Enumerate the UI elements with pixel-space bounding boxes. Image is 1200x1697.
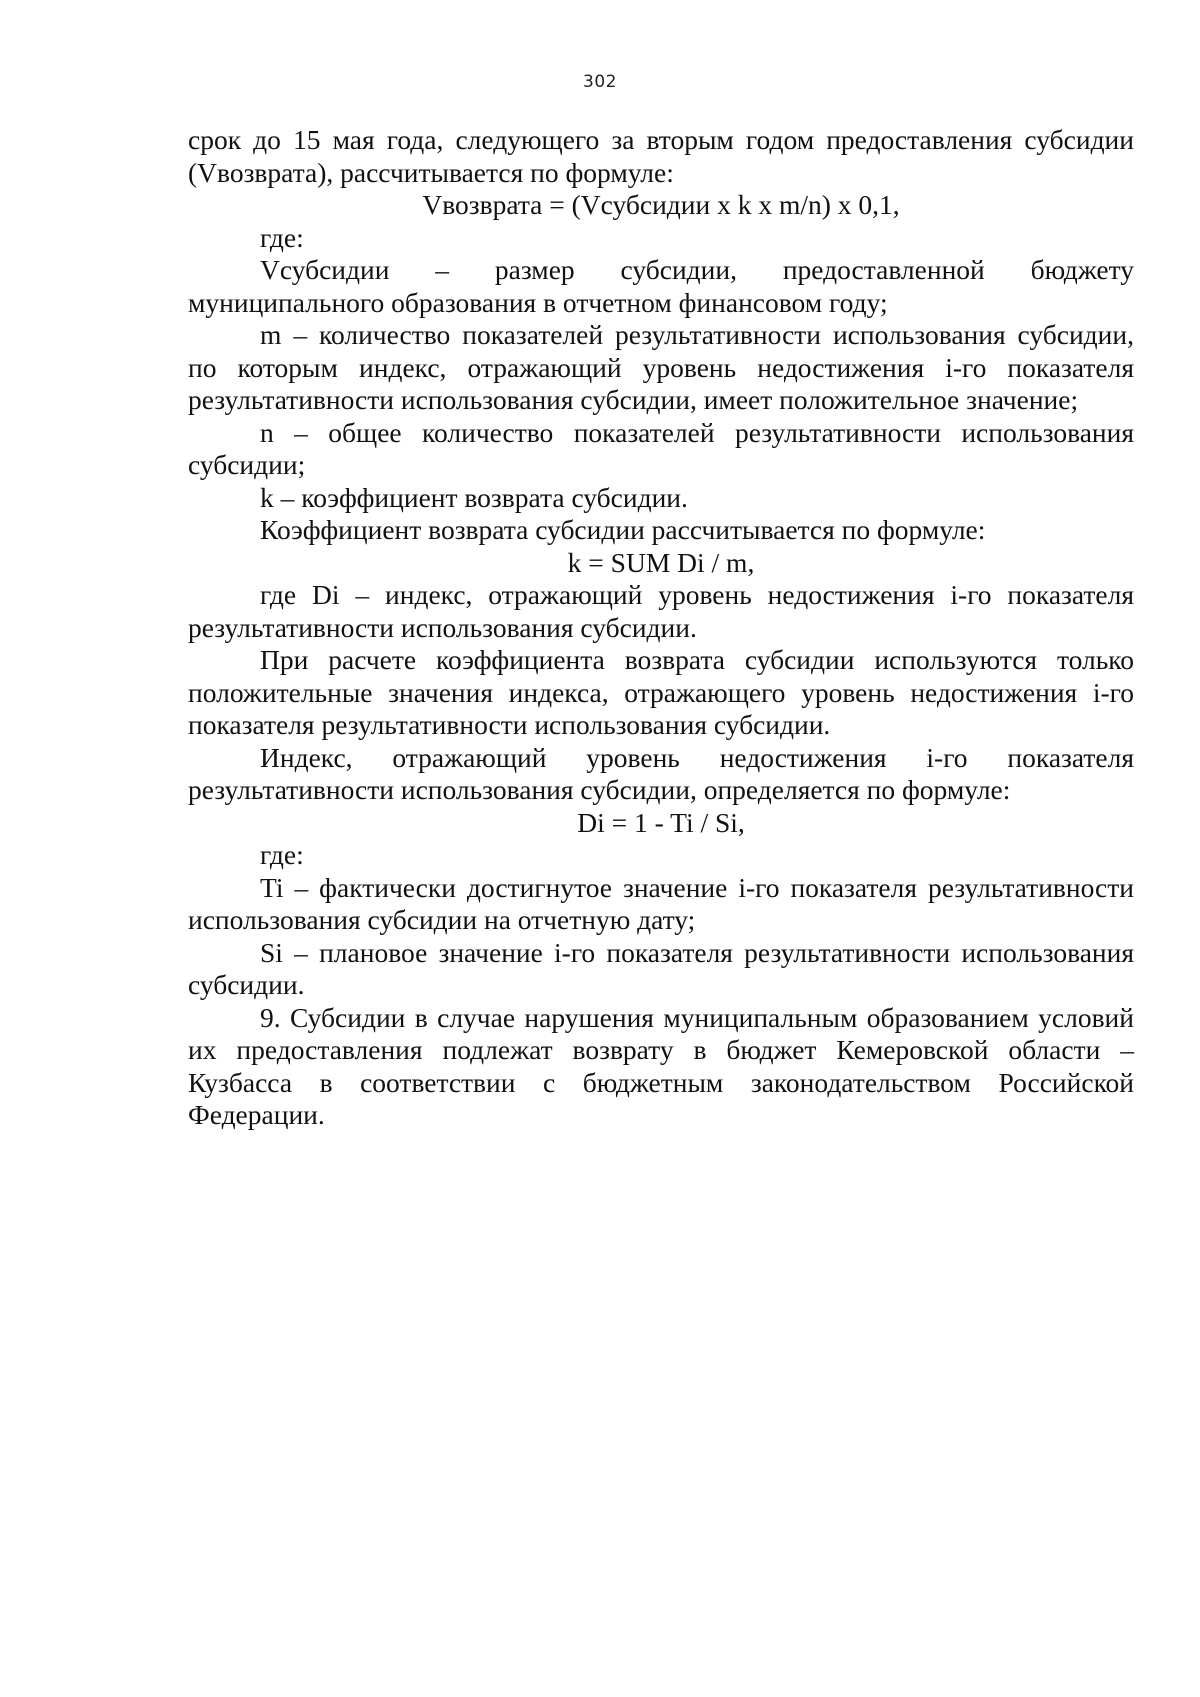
where-label: где: (260, 221, 304, 253)
paragraph-di-intro: Индекс, отражающий уровень недостижения i-го показателя результативности использования субсидии, определяется по формуле: (188, 741, 1134, 805)
definition-v-subsidy: Vсубсидии – размер субсидии, предоставленной бюджету муниципального образования в отчетном финансовом году; (188, 254, 1134, 318)
paragraph-return-deadline: срок до 15 мая года, следующего за вторым годом предоставления субсидии (Vвозврата), рассчитывается по формуле: (188, 124, 1134, 188)
definition-n: n – общее количество показателей результативности использования субсидии; (188, 416, 1134, 480)
definition-m: m – количество показателей результативности использования субсидии, по которым индекс, отражающий уровень недостижения i-го показателя результативности использования субсидии, имеет положительное значение; (188, 319, 1134, 415)
definition-di: где Di – индекс, отражающий уровень недостижения i-го показателя результативности использования субсидии. (188, 579, 1134, 643)
paragraph-positive-values: При расчете коэффициента возврата субсидии используются только положительные значения индекса, отражающего уровень недостижения i-го показателя результативности использования субсидии. (188, 644, 1134, 740)
definition-si: Si – плановое значение i-го показателя результативности использования субсидии. (188, 936, 1134, 1000)
page-number: 302 (583, 72, 617, 92)
paragraph-clause-9: 9. Субсидии в случае нарушения муниципальным образованием условий их предоставления подлежат возврату в бюджет Кемеровской области – Кузбасса в соответствии с бюджетным законодательством Российской Федерации. (188, 1001, 1134, 1130)
definition-ti: Ti – фактически достигнутое значение i-го показателя результативности использования субсидии на отчетную дату; (188, 871, 1134, 935)
document-body (188, 124, 1134, 1132)
paragraph-k-intro: Коэффициент возврата субсидии рассчитывается по формуле: (260, 514, 986, 545)
formula-k: k = SUM Di / m, (567, 546, 755, 578)
where-label-2: где: (260, 839, 304, 870)
formula-di: Di = 1 - Ti / Si, (577, 806, 745, 838)
formula-v-return: Vвозврата = (Vсубсидии x k x m/n) x 0,1, (422, 189, 900, 220)
definition-k: k – коэффициент возврата субсидии. (260, 481, 688, 513)
